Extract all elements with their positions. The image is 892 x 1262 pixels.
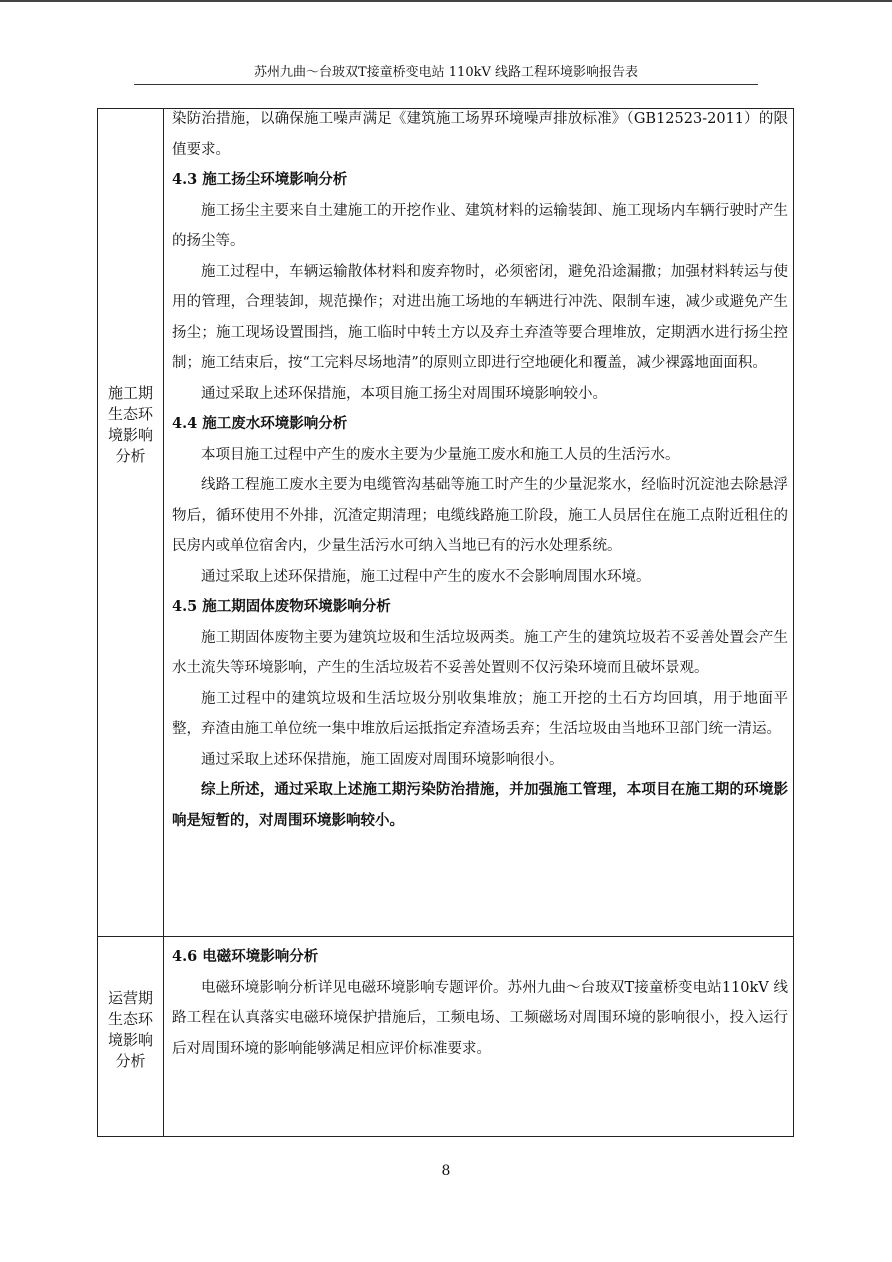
body-paragraph: 通过采取上述环保措施，施工过程中产生的废水不会影响周围水环境。	[201, 568, 651, 585]
label-line: 境影响	[107, 1031, 153, 1049]
label-line: 生态环	[107, 1010, 153, 1028]
body-paragraph: 染防治措施，以确保施工噪声满足《建筑施工场界环境噪声排放标准》（GB12523-2011）的限值要求。	[172, 111, 788, 158]
section-heading: 4.4 施工废水环境影响分析	[172, 415, 348, 432]
section-heading: 4.6 电磁环境影响分析	[172, 948, 319, 965]
body-paragraph: 电磁环境影响分析详见电磁环境影响专题评价。苏州九曲～台玻双T接童桥变电站110kV 线路工程在认真落实电磁环境保护措施后，工频电场、工频磁场对周围环境的影响很小，投入运行后对周围环境的影响能够满足相应评价标准要求。	[172, 979, 788, 1057]
body-paragraph: 施工扬尘主要来自土建施工的开挖作业、建筑材料的运输装卸、施工现场内车辆行驶时产生的扬尘等。	[172, 202, 788, 249]
body-paragraph: 通过采取上述环保措施，本项目施工扬尘对周围环境影响较小。	[201, 385, 607, 402]
operation-period-content	[172, 942, 788, 1064]
label-line: 运营期	[107, 989, 153, 1007]
page-number: 8	[441, 1163, 451, 1179]
body-paragraph: 线路工程施工废水主要为电缆管沟基础等施工时产生的少量泥浆水，经临时沉淀池去除悬浮物后，循环使用不外排，沉渣定期清理；电缆线路施工阶段，施工人员居住在施工点附近租住的民房内或单位宿舍内，少量生活污水可纳入当地已有的污水处理系统。	[172, 477, 788, 554]
label-line: 境影响	[107, 426, 153, 444]
label-line: 分析	[115, 447, 146, 465]
table-row-divider	[97, 936, 794, 937]
body-paragraph: 施工过程中的建筑垃圾和生活垃圾分别收集堆放；施工开挖的土石方均回填，用于地面平整，弃渣由施工单位统一集中堆放后运抵指定弃渣场丢弃；生活垃圾由当地环卫部门统一清运。	[172, 690, 788, 737]
body-paragraph: 通过采取上述环保措施，施工固废对周围环境影响很小。	[201, 751, 564, 768]
body-paragraph: 施工过程中，车辆运输散体材料和废弃物时，必须密闭，避免沿途漏撒；加强材料转运与使用的管理，合理装卸，规范操作；对进出施工场地的车辆进行冲洗、限制车速，减少或避免产生扬尘；施工现场设置围挡，施工临时中转土方以及弃土弃渣等要合理堆放，定期洒水进行扬尘控制；施工结束后，按“工完料尽场地清”的原则立即进行空地硬化和覆盖，减少裸露地面面积。	[172, 263, 788, 371]
table-column-divider	[163, 108, 164, 1137]
label-line: 施工期	[107, 384, 153, 402]
body-paragraph: 本项目施工过程中产生的废水主要为少量施工废水和施工人员的生活污水。	[201, 446, 680, 463]
top-border-rule	[0, 0, 892, 2]
construction-period-content	[172, 104, 788, 836]
operation-period-label	[98, 988, 163, 1072]
summary-paragraph: 综上所述，通过采取上述施工期污染防治措施，并加强施工管理，本项目在施工期的环境影响是短暂的，对周围环境影响较小。	[172, 781, 788, 829]
section-heading: 4.5 施工期固体废物环境影响分析	[172, 598, 391, 615]
page-header: 苏州九曲～台玻双T接童桥变电站 110kV 线路工程环境影响报告表	[134, 64, 758, 85]
body-paragraph: 施工期固体废物主要为建筑垃圾和生活垃圾两类。施工产生的建筑垃圾若不妥善处置会产生水土流失等环境影响，产生的生活垃圾若不妥善处置则不仅污染环境而且破坏景观。	[172, 629, 788, 676]
label-line: 分析	[115, 1052, 146, 1070]
construction-period-label	[98, 383, 163, 467]
section-heading: 4.3 施工扬尘环境影响分析	[172, 171, 348, 188]
label-line: 生态环	[107, 405, 153, 423]
